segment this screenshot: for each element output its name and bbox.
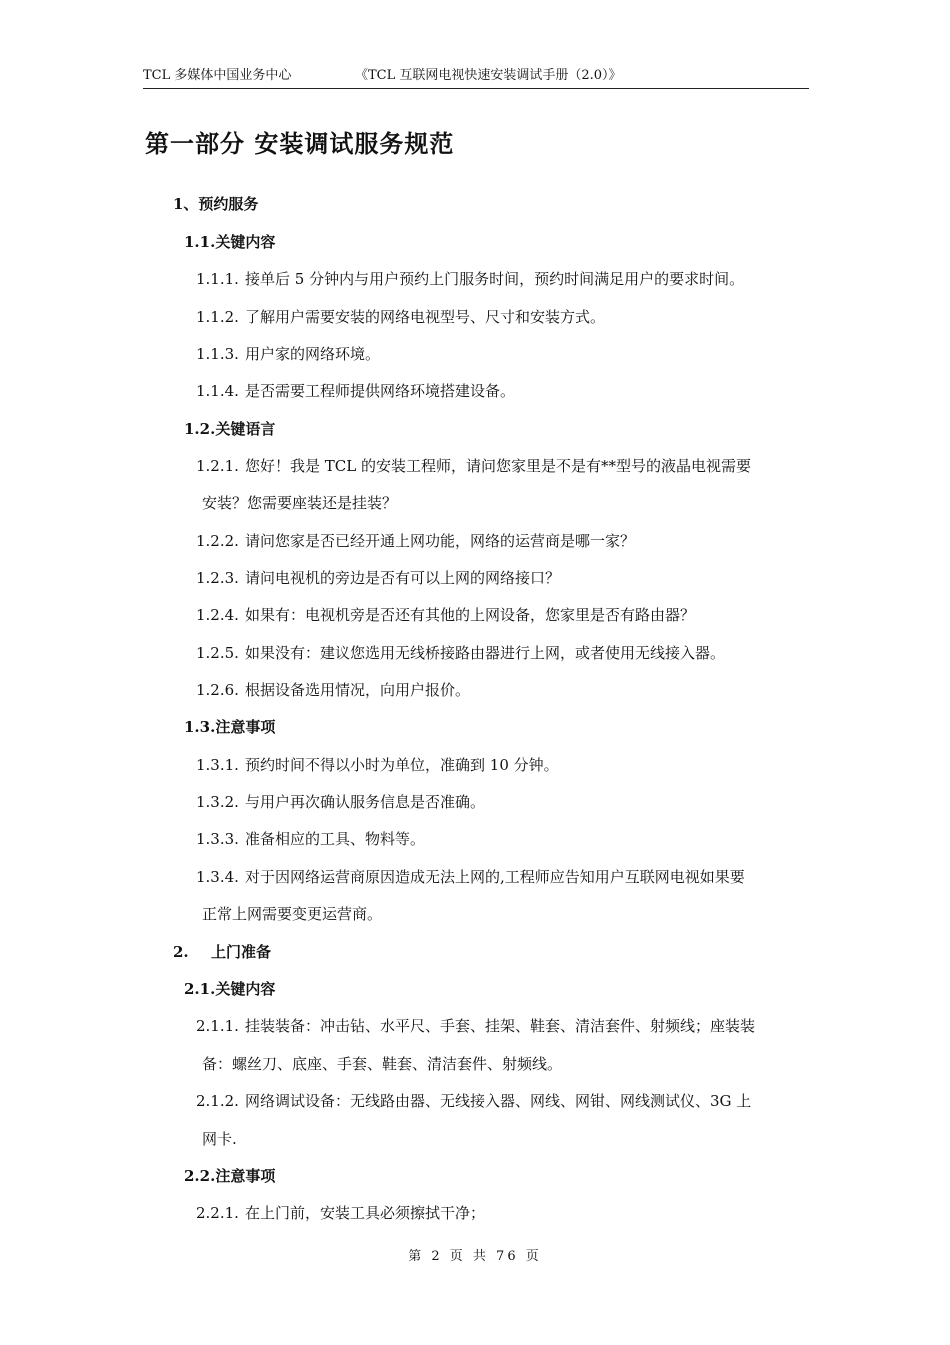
section-1-title: 1、预约服务 [173,195,259,213]
page-header [143,66,809,89]
section-2-2-title: 2.2.注意事项 [184,1167,276,1185]
item-1-2-5: 1.2.5. 如果没有：建议您选用无线桥接路由器进行上网，或者使用无线接入器。 [196,644,726,662]
item-1-2-1: 1.2.1. 您好！我是 TCL 的安装工程师，请问您家里是不是有**型号的液晶电视需要 [196,457,751,475]
item-2-2-1: 2.2.1. 在上门前，安装工具必须擦拭干净； [196,1204,486,1222]
item-1-2-1-continued: 安装？您需要座装还是挂装？ [202,494,398,512]
section-1-1-title: 1.1.关键内容 [184,233,276,251]
item-1-1-3: 1.1.3. 用户家的网络环境。 [196,345,381,363]
section-1-3-title: 1.3.注意事项 [184,718,276,736]
item-1-1-4: 1.1.4. 是否需要工程师提供网络环境搭建设备。 [196,382,516,400]
item-1-2-6: 1.2.6. 根据设备选用情况，向用户报价。 [196,681,471,699]
item-1-3-4-continued: 正常上网需要变更运营商。 [202,905,383,923]
section-2-title: 2. 上门准备 [173,943,272,961]
item-1-3-1: 1.3.1. 预约时间不得以小时为单位，准确到 10 分钟。 [196,756,559,774]
item-1-1-2: 1.1.2. 了解用户需要安装的网络电视型号、尺寸和安装方式。 [196,308,606,326]
header-org: TCL 多媒体中国业务中心 [143,68,292,83]
item-1-3-4: 1.3.4. 对于因网络运营商原因造成无法上网的,工程师应告知用户互联网电视如果要 [196,868,745,886]
item-1-3-3: 1.3.3. 准备相应的工具、物料等。 [196,830,426,848]
item-2-1-2: 2.1.2. 网络调试设备：无线路由器、无线接入器、网线、网钳、网线测试仪、3G 上 [196,1092,752,1110]
header-doc-title: 《TCL 互联网电视快速安装调试手册（2.0）》 [355,68,622,83]
item-2-1-2-continued: 网卡. [202,1130,237,1148]
item-1-1-1: 1.1.1. 接单后 5 分钟内与用户预约上门服务时间，预约时间满足用户的要求时间。 [196,270,745,288]
page-footer: 第 2 页 共 76 页 [408,1249,542,1264]
item-1-3-2: 1.3.2. 与用户再次确认服务信息是否准确。 [196,793,486,811]
item-1-2-3: 1.2.3. 请问电视机的旁边是否有可以上网的网络接口？ [196,569,561,587]
item-2-1-1-continued: 备：螺丝刀、底座、手套、鞋套、清洁套件、射频线。 [202,1055,563,1073]
item-1-2-2: 1.2.2. 请问您家是否已经开通上网功能，网络的运营商是哪一家？ [196,532,636,550]
part-title: 第一部分 安装调试服务规范 [145,130,455,158]
section-1-2-title: 1.2.关键语言 [184,420,276,438]
item-1-2-4: 1.2.4. 如果有：电视机旁是否还有其他的上网设备，您家里是否有路由器？ [196,606,696,624]
item-2-1-1: 2.1.1. 挂装装备：冲击钻、水平尺、手套、挂架、鞋套、清洁套件、射频线；座装装 [196,1017,756,1035]
section-2-1-title: 2.1.关键内容 [184,980,276,998]
